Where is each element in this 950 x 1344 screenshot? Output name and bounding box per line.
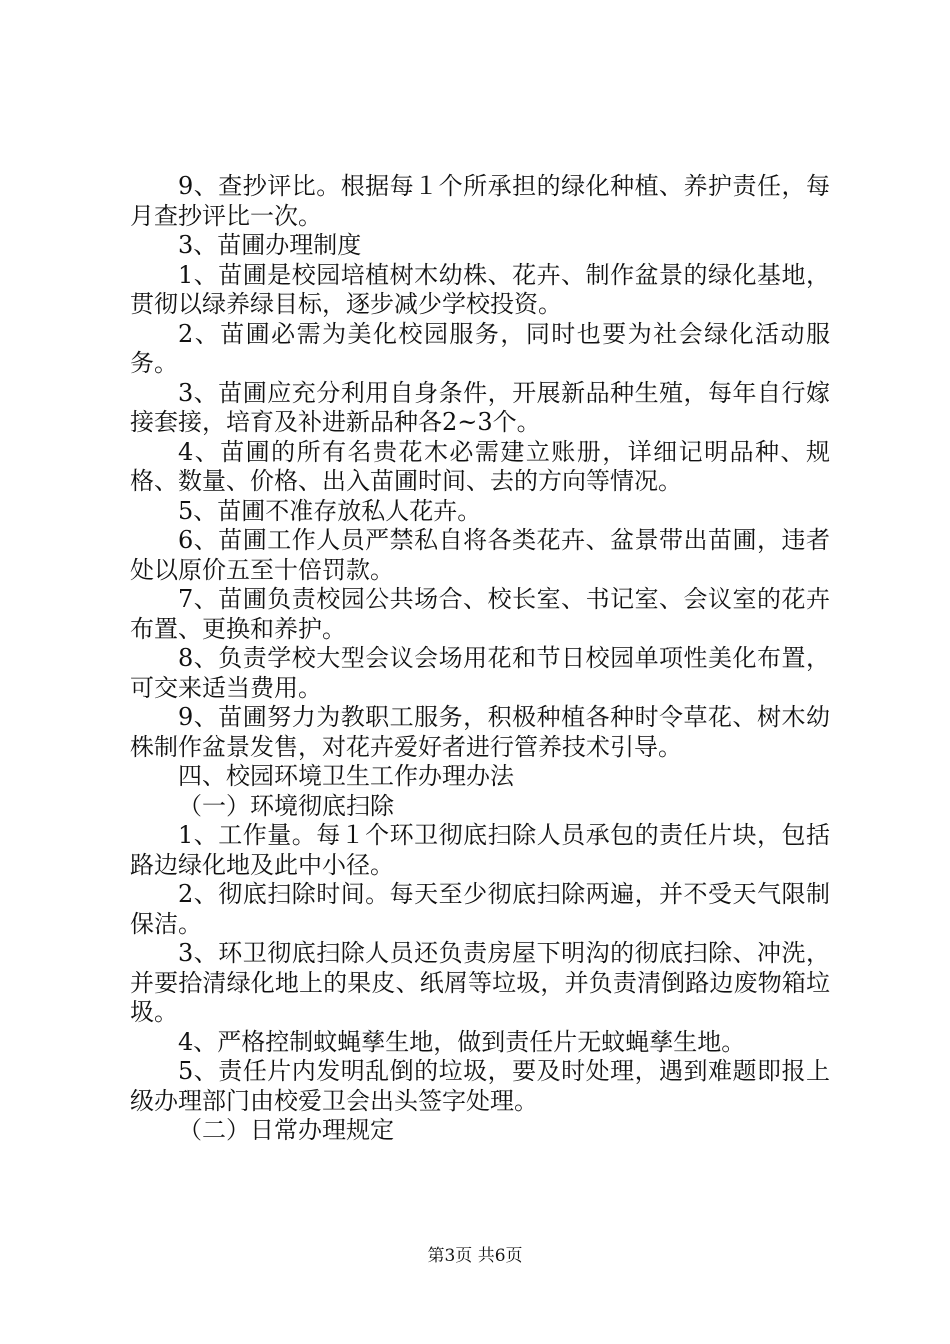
page-number-footer: 第3页 共6页 — [427, 1246, 523, 1266]
paragraph-5: 3、苗圃应充分利用自身条件，开展新品种生殖，每年自行嫁接套接，培育及补进新品种各2~3个。 — [130, 378, 830, 436]
paragraph-15: 2、彻底扫除时间。每天至少彻底扫除两遍，并不受天气限制保洁。 — [130, 880, 830, 938]
paragraph-17: 4、严格控制蚊蝇孳生地，做到责任片无蚊蝇孳生地。 — [178, 1027, 746, 1056]
paragraph-6: 4、苗圃的所有名贵花木必需建立账册，详细记明品种、规格、数量、价格、出入苗圃时间、去的方向等情况。 — [130, 437, 830, 495]
paragraph-16: 3、环卫彻底扫除人员还负责房屋下明沟的彻底扫除、冲洗，并要拾清绿化地上的果皮、纸屑等垃圾，并负责清倒路边废物箱垃圾。 — [130, 939, 830, 1026]
paragraph-9: 7、苗圃负责校园公共场合、校长室、书记室、会议室的花卉布置、更换和养护。 — [130, 585, 830, 643]
subsection-heading-cleaning: （一）环境彻底扫除 — [178, 791, 394, 820]
paragraph-7: 5、苗圃不准存放私人花卉。 — [178, 496, 482, 525]
paragraph-3: 1、苗圃是校园培植树木幼株、花卉、制作盆景的绿化基地，贯彻以绿养绿目标，逐步减少学校投资。 — [130, 260, 830, 318]
paragraph-10: 8、负责学校大型会议会场用花和节日校园单项性美化布置，可交来适当费用。 — [130, 644, 830, 702]
document-body — [130, 172, 830, 1146]
section-heading-sanitation: 四、校园环境卫生工作办理办法 — [178, 762, 514, 790]
paragraph-8: 6、苗圃工作人员严禁私自将各类花卉、盆景带出苗圃，违者处以原价五至十倍罚款。 — [130, 526, 830, 584]
paragraph-18: 5、责任片内发明乱倒的垃圾，要及时处理，遇到难题即报上级办理部门由校爱卫会出头签字处理。 — [130, 1057, 830, 1115]
paragraph-4: 2、苗圃必需为美化校园服务，同时也要为社会绿化活动服务。 — [130, 319, 830, 377]
paragraph-14: 1、工作量。每１个环卫彻底扫除人员承包的责任片块，包括路边绿化地及此中小径。 — [130, 821, 830, 879]
section-heading-nursery: 3、苗圃办理制度 — [178, 231, 362, 259]
paragraph-11: 9、苗圃努力为教职工服务，积极种植各种时令草花、树木幼株制作盆景发售，对花卉爱好者进行管养技术引导。 — [130, 703, 830, 761]
subsection-heading-daily-rules: （二）日常办理规定 — [178, 1116, 394, 1144]
paragraph-1: 9、查抄评比。根据每１个所承担的绿化种植、养护责任，每月查抄评比一次。 — [130, 172, 830, 230]
